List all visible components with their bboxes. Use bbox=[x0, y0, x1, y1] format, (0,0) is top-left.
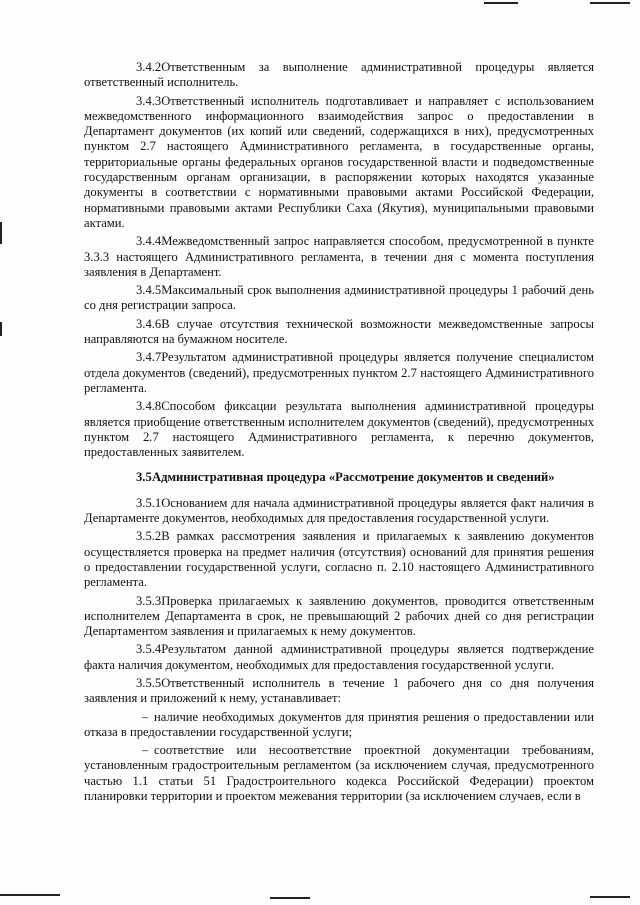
paragraph-3-5-2: 3.5.2В рамках рассмотрения заявления и прилагаемых к заявлению документов осуществляется проверка на предмет наличия (отсутствия) оснований для принятия решения о предоставлении государственной услуги, согласно п. 2.10 настоящего Административного регламента. bbox=[84, 529, 594, 590]
paragraph-3-5-4: 3.5.4Результатом данной административной процедуры является подтверждение факта наличия документом, необходимых для предоставления государственной услуги. bbox=[84, 642, 594, 672]
scan-mark-left-2 bbox=[0, 322, 2, 336]
scan-mark-left bbox=[0, 222, 2, 244]
paragraph-3-4-4: 3.4.4Межведомственный запрос направляется способом, предусмотренной в пункте 3.3.3 настоящего Административного регламента, в течении дня с момента поступления заявления в Департамент. bbox=[84, 234, 594, 279]
dash-item-1: – наличие необходимых документов для принятия решения о предоставлении или отказа в предоставлении государственной услуги; bbox=[84, 709, 594, 739]
scan-mark-top bbox=[484, 2, 518, 4]
paragraph-3-4-5: 3.4.5Максимальный срок выполнения административной процедуры 1 рабочий день со дня регистрации запроса. bbox=[84, 283, 594, 313]
scan-mark-bottom-2 bbox=[270, 897, 310, 899]
document-body bbox=[84, 60, 594, 807]
dash-item-2: – соответствие или несоответствие проектной документации требованиям, установленным градостроительным регламентом (за исключением случая, предусмотренного частью 1.1 статьи 51 Градостроительного кодекса Российской Федерации) проектом планировки территории и проектом межевания территории (за исключением случаев, если в bbox=[84, 743, 594, 804]
paragraph-3-4-7: 3.4.7Результатом административной процедуры является получение специалистом отдела документов (сведений), предусмотренных пунктом 2.7 настоящего Административного регламента. bbox=[84, 350, 594, 395]
paragraph-3-4-8: 3.4.8Способом фиксации результата выполнения административной процедуры является приобщение ответственным исполнителем документов (сведений), предусмотренных пунктом 2.7 настоящего Административного регламента, к перечню документов, предоставленных заявителем. bbox=[84, 399, 594, 460]
paragraph-3-5-5: 3.5.5Ответственный исполнитель в течение 1 рабочего дня со дня получения заявления и приложений к нему, устанавливает: bbox=[84, 675, 594, 706]
scan-mark-bottom-3 bbox=[590, 896, 630, 898]
scan-mark-top-right bbox=[590, 2, 630, 4]
paragraph-3-4-2: 3.4.2Ответственным за выполнение административной процедуры является ответственный исполнитель. bbox=[84, 60, 594, 90]
section-heading-3-5: 3.5Административная процедура «Рассмотрение документов и сведений» bbox=[136, 470, 555, 485]
paragraph-3-5-3: 3.5.3Проверка прилагаемых к заявлению документов, проводится ответственным исполнителем Департамента в срок, не превышающий 2 рабочих дней со дня регистрации Департаментом заявления и прилагаемых к нему документов. bbox=[84, 593, 594, 639]
scan-mark-bottom bbox=[0, 894, 60, 896]
paragraph-3-4-6: 3.4.6В случае отсутствия технической возможности межведомственные запросы направляются на бумажном носителе. bbox=[84, 316, 594, 347]
paragraph-3-4-3: 3.4.3Ответственный исполнитель подготавливает и направляет с использованием межведомственного информационного взаимодействия запрос о предоставлении в Департамент документов (их копий или сведений, содержащихся в них), предусмотренных пунктом 2.7 настоящего Административного регламента, в государственные органы, территориальные органы федеральных органов государственной власти и подведомственные государственным органам организации, в распоряжении которых находятся указанные документы в соответствии с нормативными правовыми актами Российской Федерации, нормативными правовыми актами Республики Саха (Якутия), муниципальными правовыми актами. bbox=[84, 93, 594, 230]
paragraph-3-5-1: 3.5.1Основанием для начала административной процедуры является факт наличия в Департаменте документов, необходимых для предоставления государственной услуги. bbox=[84, 495, 594, 526]
